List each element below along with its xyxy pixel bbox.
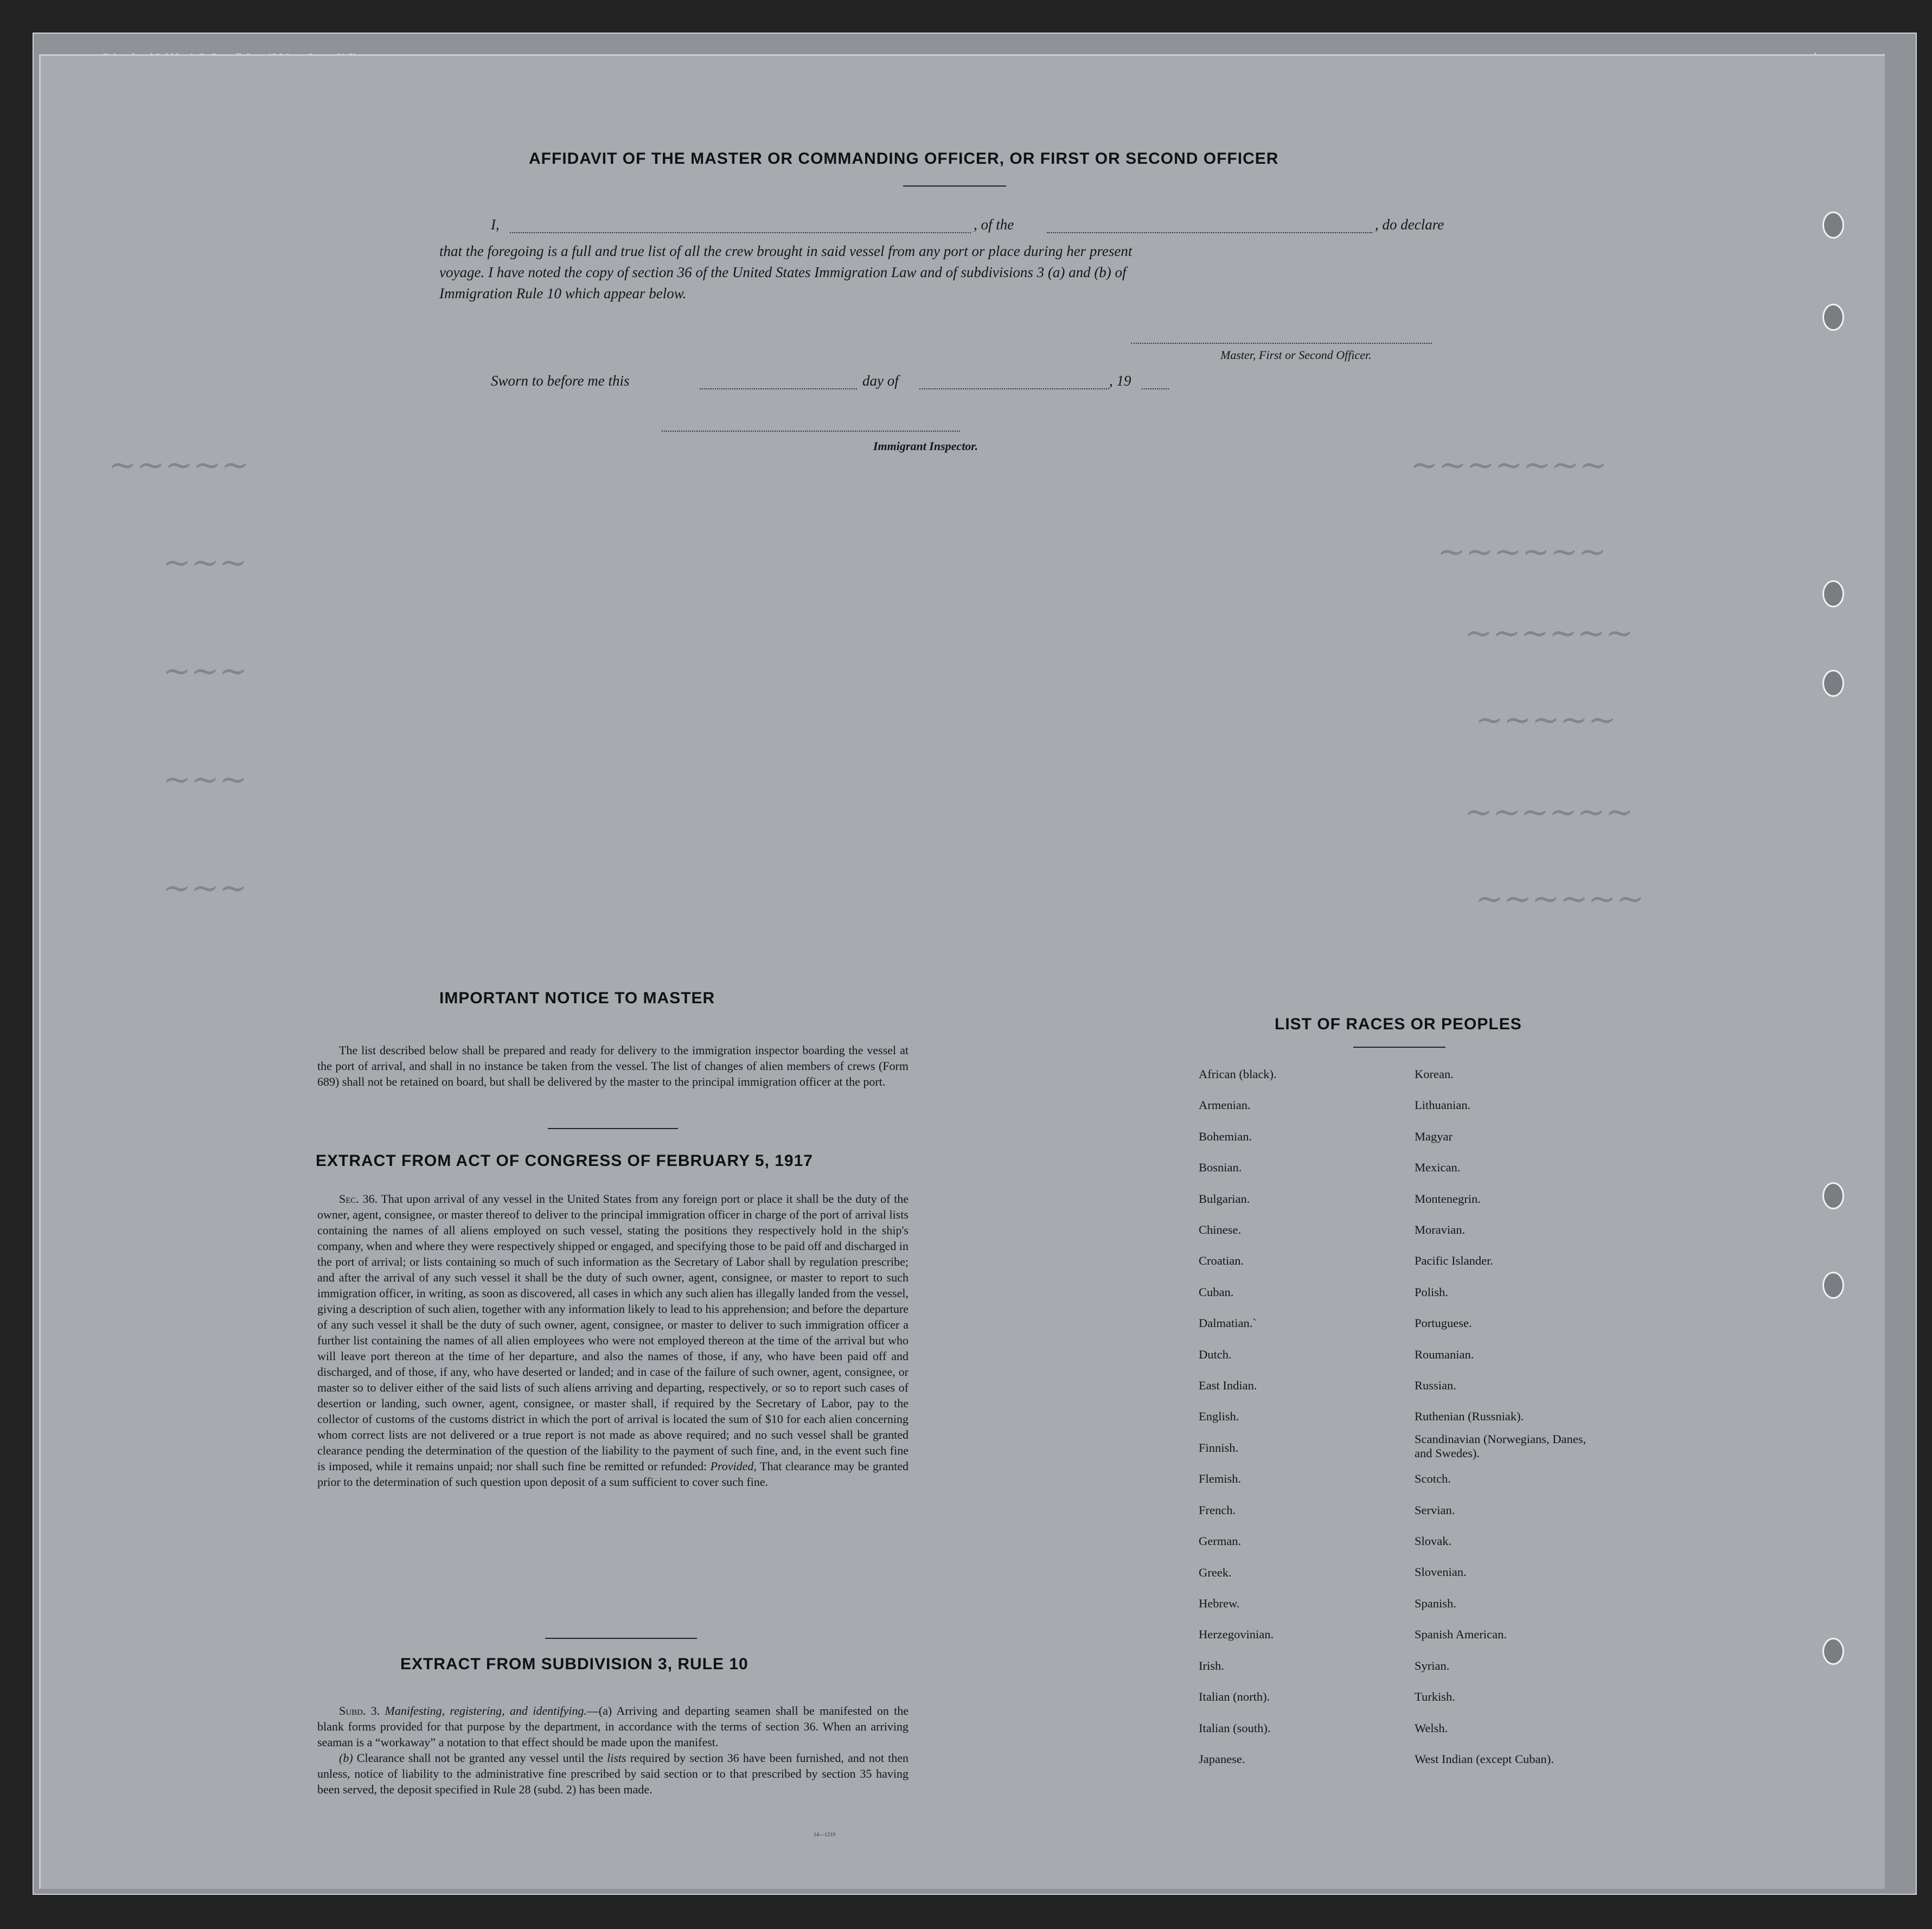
bleed-through-mark: ~~~ <box>163 759 247 799</box>
affidavit-line-2: voyage. I have noted the copy of section 36 of the United States Immigration Law and of subdivisions 3 (a) and (b) of <box>439 264 1127 280</box>
race-item: Turkish. <box>1415 1690 1455 1704</box>
sworn-month-blank[interactable] <box>919 388 1109 389</box>
affidavit-do-declare-label: , do declare <box>1375 216 1444 233</box>
race-item: Bulgarian. <box>1199 1191 1250 1206</box>
bleed-through-mark: ~~~~~~ <box>1475 879 1645 918</box>
race-item: Slovenian. <box>1415 1565 1467 1579</box>
race-item: Bosnian. <box>1199 1161 1242 1175</box>
race-item: Spanish American. <box>1415 1627 1507 1642</box>
section-36-text-end: That clearance may be granted prior to the determination of such question upon deposit of a sum sufficient to cover such fine. <box>317 1459 909 1489</box>
race-item: Scandinavian (Norwegians, Danes, and Swedes). <box>1415 1432 1586 1460</box>
race-item: Syrian. <box>1415 1658 1450 1672</box>
race-item: Moravian. <box>1415 1223 1466 1237</box>
race-item: Mexican. <box>1415 1161 1461 1175</box>
race-item: Korean. <box>1415 1067 1454 1081</box>
punch-hole <box>1822 304 1844 331</box>
race-item: Spanish. <box>1415 1596 1456 1610</box>
race-item: Italian (north). <box>1199 1690 1270 1704</box>
race-item: Magyar <box>1415 1129 1453 1143</box>
race-item: Lithuanian. <box>1415 1098 1471 1112</box>
race-item: Italian (south). <box>1199 1721 1271 1735</box>
race-item: African (black). <box>1199 1067 1277 1081</box>
inspector-signature-label: Immigrant Inspector. <box>873 439 978 453</box>
race-item: Japanese. <box>1199 1752 1245 1766</box>
race-item: East Indian. <box>1199 1379 1257 1393</box>
races-right-column <box>1415 1059 1594 1774</box>
race-item: Finnish. <box>1199 1440 1239 1454</box>
para-b-end: required by section 36 have been furnished, and not then unless, notice of liability to the administrative fine prescribed by said section or to that prescribed by section 35 having been served, the deposit specified in Rule 28 (subd. 2) has been made. <box>317 1751 909 1796</box>
bleed-through-mark: ~~~~~~ <box>1437 531 1607 571</box>
name-blank[interactable] <box>510 232 971 233</box>
affidavit-i-label: I, <box>491 216 500 233</box>
race-item: Russian. <box>1415 1379 1456 1393</box>
affidavit-body <box>439 241 1475 304</box>
race-item: Greek. <box>1199 1565 1232 1579</box>
act-extract-text <box>317 1191 909 1490</box>
act-extract-title: EXTRACT FROM ACT OF CONGRESS OF FEBRUARY 5, 1917 <box>316 1152 813 1170</box>
notice-text: The list described below shall be prepared and ready for delivery to the immigration inspector boarding the vessel at the port of arrival, and shall in no instance be taken from the vessel. The list of changes of alien members of crews (Form 689) shall not be retained on board, but shall be delivered by the master to the principal immigration officer at the port. <box>317 1043 909 1088</box>
race-item: English. <box>1199 1409 1239 1424</box>
race-item: Herzegovinian. <box>1199 1627 1274 1642</box>
divider <box>1353 1047 1445 1048</box>
bleed-through-mark: ~~~ <box>163 651 247 690</box>
races-left-column <box>1199 1059 1277 1774</box>
rule-extract-text <box>317 1703 909 1797</box>
race-item: Slovak. <box>1415 1534 1452 1548</box>
sworn-year-blank[interactable] <box>1142 388 1169 389</box>
sworn-label: Sworn to before me this <box>491 373 630 389</box>
race-item: German. <box>1199 1534 1242 1548</box>
affidavit-line-3: Immigration Rule 10 which appear below. <box>439 285 687 302</box>
race-item: Croatian. <box>1199 1254 1244 1268</box>
bleed-through-mark: ~~~~~~ <box>1464 613 1634 652</box>
race-item: Roumanian. <box>1415 1347 1474 1361</box>
race-item: Montenegrin. <box>1415 1191 1481 1206</box>
master-signature-label: Master, First or Second Officer. <box>1220 348 1372 362</box>
punch-hole <box>1822 1272 1844 1299</box>
races-title: LIST OF RACES OR PEOPLES <box>1275 1015 1522 1033</box>
para-b: Clearance shall not be granted any vessel until the <box>356 1751 603 1765</box>
race-item: Irish. <box>1199 1658 1224 1672</box>
bleed-through-mark: ~~~ <box>163 868 247 907</box>
day-of-label: day of <box>862 373 899 389</box>
master-signature-blank[interactable] <box>1131 343 1432 344</box>
race-item: Polish. <box>1415 1285 1448 1299</box>
vessel-blank[interactable] <box>1047 232 1372 233</box>
punch-hole <box>1822 580 1844 607</box>
race-item: Ruthenian (Russniak). <box>1415 1409 1524 1424</box>
race-item: Servian. <box>1415 1503 1455 1517</box>
punch-hole <box>1822 670 1844 697</box>
affidavit-line-1: that the foregoing is a full and true list of all the crew brought in said vessel from any port or place during her present <box>439 243 1133 259</box>
rule-extract-title: EXTRACT FROM SUBDIVISION 3, RULE 10 <box>400 1655 749 1673</box>
race-item: Portuguese. <box>1415 1316 1472 1330</box>
race-item: Flemish. <box>1199 1472 1242 1486</box>
sworn-day-blank[interactable] <box>700 388 857 389</box>
race-item: Armenian. <box>1199 1098 1251 1112</box>
para-a: —(a) Arriving and departing seamen shall be manifested on the blank forms provided for that purpose by the department, in accordance with the terms of section 36. When an arriving seaman is a “workaway” a notation to that effect should be made upon the manifest. <box>317 1704 909 1749</box>
bleed-through-mark: ~~~ <box>163 542 247 582</box>
bleed-through-mark: ~~~~~ <box>108 445 250 484</box>
race-item: Dutch. <box>1199 1347 1232 1361</box>
race-item: West Indian (except Cuban). <box>1415 1752 1554 1766</box>
race-item: Chinese. <box>1199 1223 1242 1237</box>
affidavit-title: AFFIDAVIT OF THE MASTER OR COMMANDING OFFICER, OR FIRST OR SECOND OFFICER <box>529 150 1279 168</box>
affidavit-of-the-label: , of the <box>974 216 1014 233</box>
divider <box>548 1128 678 1129</box>
form-number: 14—1219 <box>814 1832 835 1838</box>
notice-title: IMPORTANT NOTICE TO MASTER <box>439 989 715 1007</box>
race-item: Hebrew. <box>1199 1596 1240 1610</box>
bleed-through-mark: ~~~~~~~ <box>1410 445 1608 484</box>
race-item: Cuban. <box>1199 1285 1234 1299</box>
divider <box>545 1638 697 1639</box>
race-item: Welsh. <box>1415 1721 1448 1735</box>
punch-hole <box>1822 1638 1844 1665</box>
subd-title: Manifesting, registering, and identifying. <box>385 1704 587 1717</box>
race-item: French. <box>1199 1503 1236 1517</box>
race-item: Bohemian. <box>1199 1129 1252 1143</box>
race-item: Pacific Islander. <box>1415 1254 1493 1268</box>
section-36-text: That upon arrival of any vessel in the United States from any foreign port or place it shall be the duty of the owner, agent, consignee, or master thereof to deliver to the principal immigration officer in charge of the port of arrival lists containing the names of all aliens employed on such vessel, stating the positions they respectively hold in the ship's company, when and where they were respectively shipped or engaged, and specifying those to be paid off and discharged in the port of arrival; or lists containing so much of such information as the Secretary of Labor shall by regulation prescribe; and after the arrival of any such vessel it shall be the duty of such owner, agent, consignee, or master to report to such immigration officer, in writing, as soon as discovered, all cases in which any such alien has illegally landed from the vessel, giving a description of such alien, together with any information likely to lead to his apprehension; and before the departure of any such vessel it shall be the duty of such owner, agent, consignee, or master to deliver to such immigration officer a further list containing the names of all alien employees who were not employed thereon at the time of the arrival but who will leave port thereon at the time of her departure, and also the names of those, if any, who have been paid off and discharged, and of those, if any, who have deserted or landed; and in case of the failure of such owner, agent, consignee, or master so to deliver either of the said lists of such aliens arriving and departing, respectively, or so to report such cases of desertion or landing, such owner, agent, consignee, or master shall, if required by the Secretary of Labor, pay to the collector of customs of the customs district in which the port of arrival is located the sum of $10 for each alien concerning whom correct lists are not delivered or a true report is not made as above required; and no such vessel shall be granted clearance pending the determination of the question of the liability to the payment of such fine, and, in the event such fine is imposed, while it remains unpaid; nor shall such fine be remitted or refunded: <box>317 1192 909 1473</box>
bleed-through-mark: ~~~~~ <box>1475 700 1616 739</box>
form-sheet <box>39 54 1885 1889</box>
section-label: Sec. 36. <box>339 1192 378 1206</box>
lists-word: lists <box>607 1751 626 1765</box>
divider <box>903 185 1006 187</box>
inspector-signature-blank[interactable] <box>662 431 960 432</box>
subd-label: Subd. 3. <box>339 1704 380 1717</box>
punch-hole <box>1822 1182 1844 1209</box>
para-b-label: (b) <box>339 1751 353 1765</box>
year-label: , 19 <box>1109 373 1131 389</box>
punch-hole <box>1822 212 1844 239</box>
bleed-through-mark: ~~~~~~ <box>1464 792 1634 831</box>
provided-label: Provided, <box>710 1459 757 1473</box>
race-item: Scotch. <box>1415 1472 1451 1486</box>
race-item: Dalmatian.` <box>1199 1316 1257 1330</box>
